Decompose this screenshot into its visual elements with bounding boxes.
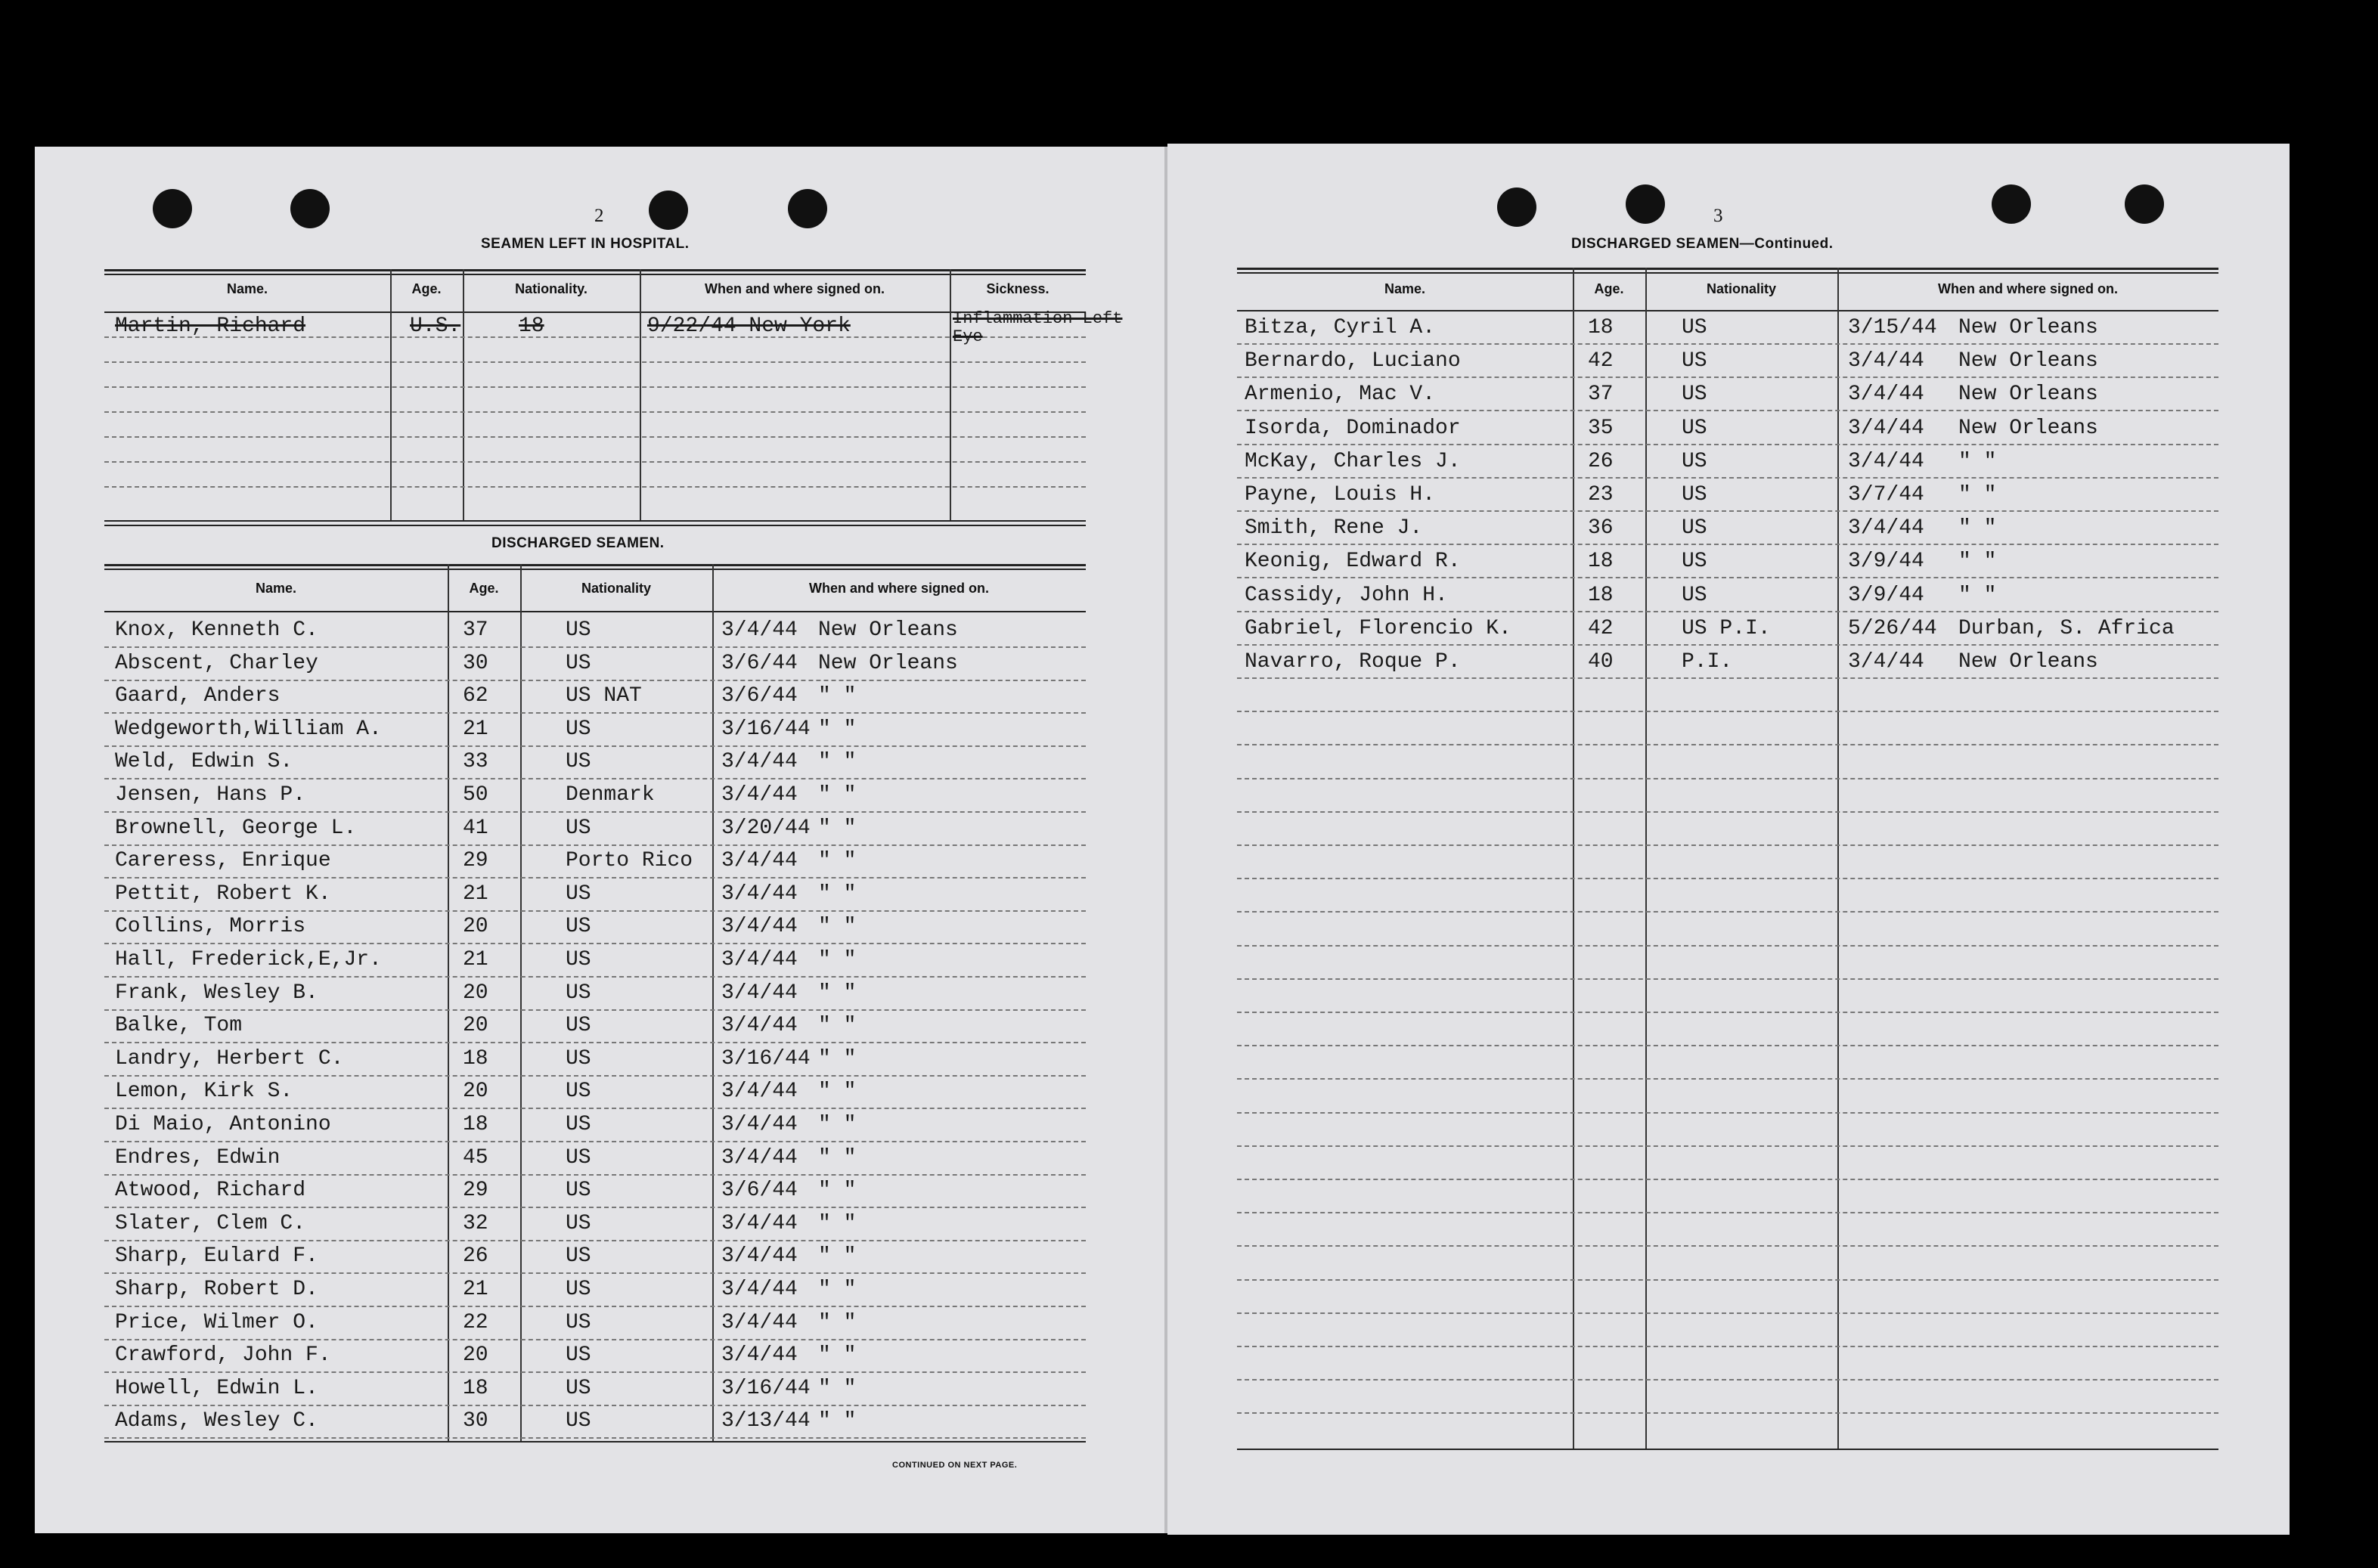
- discharged-place: " ": [818, 717, 857, 741]
- ruled-line: [1237, 711, 2218, 712]
- discharged-nationality: US: [1682, 483, 1707, 507]
- discharged-place: " ": [818, 1145, 857, 1170]
- ruled-line: [1237, 1179, 2218, 1180]
- discharged-date: 3/4/44: [721, 750, 798, 774]
- discharged-place: " ": [818, 1113, 857, 1136]
- discharged-name: Gabriel, Florencio K.: [1245, 616, 1511, 640]
- discharged-nationality: US: [566, 1310, 591, 1334]
- discharged-date: 3/4/44: [721, 882, 798, 906]
- ruled-line: [1237, 1379, 2218, 1381]
- ruled-line: [1237, 1212, 2218, 1213]
- discharged-age: 33: [463, 750, 488, 774]
- discharged-age: 29: [463, 1179, 488, 1203]
- discharged-nationality: Denmark: [566, 783, 655, 807]
- continued-note: CONTINUED ON NEXT PAGE.: [892, 1461, 1018, 1470]
- table-rule: [104, 1441, 1086, 1442]
- discharged-name: Atwood, Richard: [115, 1179, 306, 1203]
- discharged-age: 21: [463, 717, 488, 741]
- discharged-name: Crawford, John F.: [115, 1343, 331, 1368]
- discharged-age: 41: [463, 816, 488, 840]
- discharged-nationality: US: [566, 1409, 591, 1433]
- discharged-date: 3/4/44: [721, 1211, 798, 1235]
- column-header: Sickness.: [986, 281, 1049, 296]
- page-number: 3: [1713, 206, 1723, 226]
- discharged-nationality: US: [566, 948, 591, 971]
- discharged-place: " ": [818, 1310, 857, 1334]
- discharged-name: Keonig, Edward R.: [1245, 550, 1461, 574]
- binder-hole: [649, 191, 688, 230]
- ruled-line: [1237, 911, 2218, 913]
- discharged-place: " ": [1958, 449, 1997, 473]
- discharged-name: Jensen, Hans P.: [115, 783, 306, 807]
- discharged-place: New Orleans: [1958, 416, 2098, 440]
- ruled-line: [1237, 1012, 2218, 1013]
- discharged-nationality: US: [566, 1046, 591, 1071]
- discharged-nationality: US: [1682, 583, 1707, 607]
- discharged-name: Adams, Wesley C.: [115, 1409, 318, 1433]
- discharged-place: " ": [818, 816, 857, 840]
- ruled-line: [1237, 644, 2218, 646]
- discharged-date: 3/6/44: [721, 684, 798, 708]
- discharged-age: 37: [463, 618, 488, 642]
- ruled-line: [104, 1207, 1086, 1208]
- discharged-age: 40: [1588, 650, 1614, 674]
- ruled-line: [1237, 544, 2218, 545]
- ruled-line: [104, 436, 1086, 438]
- ruled-line: [1237, 945, 2218, 947]
- discharged-age: 21: [463, 882, 488, 906]
- discharged-name: Hall, Frederick,E,Jr.: [115, 948, 382, 971]
- ruled-line: [104, 1306, 1086, 1307]
- discharged-name: McKay, Charles J.: [1245, 449, 1461, 473]
- hospital-nationality: 18: [519, 315, 544, 338]
- discharged-age: 23: [1588, 483, 1614, 507]
- column-header: Name.: [226, 281, 268, 296]
- discharged-age: 18: [463, 1376, 488, 1400]
- hospital-sickness: Inflammation Left Eye: [953, 309, 1123, 346]
- discharged-nationality: US: [566, 1211, 591, 1235]
- column-header: Nationality: [1706, 281, 1776, 296]
- table-rule: [1237, 272, 2218, 274]
- discharged-date: 3/13/44: [721, 1409, 811, 1433]
- ruled-line: [1237, 1145, 2218, 1147]
- discharged-date: 3/4/44: [721, 1113, 798, 1136]
- ruled-line: [1237, 410, 2218, 411]
- column-header: Age.: [1594, 281, 1624, 296]
- table-rule: [1237, 268, 2218, 270]
- table-rule: [104, 311, 1086, 313]
- ruled-line: [1237, 510, 2218, 512]
- binder-hole: [290, 189, 330, 228]
- ruled-line: [104, 386, 1086, 388]
- ruled-line: [1237, 1279, 2218, 1281]
- discharged-nationality: US: [566, 651, 591, 675]
- discharged-place: " ": [818, 1343, 857, 1368]
- hospital-age: U.S.: [410, 315, 461, 338]
- binder-hole: [153, 189, 192, 228]
- table-rule: [104, 520, 1086, 522]
- discharged-date: 3/20/44: [721, 816, 811, 840]
- discharged-place: " ": [818, 882, 857, 906]
- ruled-line: [104, 1240, 1086, 1241]
- discharged-name: Bitza, Cyril A.: [1245, 316, 1436, 339]
- table-rule: [1237, 1449, 2218, 1450]
- discharged-date: 3/4/44: [721, 1014, 798, 1038]
- column-divider: [448, 564, 449, 1441]
- ruled-line: [104, 1339, 1086, 1340]
- discharged-nationality: US: [566, 1278, 591, 1301]
- discharged-age: 32: [463, 1211, 488, 1235]
- binder-hole: [1626, 184, 1665, 224]
- discharged-age: 62: [463, 684, 488, 708]
- discharged-nationality: US: [566, 717, 591, 741]
- discharged-place: " ": [818, 1080, 857, 1104]
- discharged-nationality: US: [566, 1376, 591, 1400]
- discharged-date: 3/9/44: [1848, 550, 1924, 574]
- binder-hole: [1497, 187, 1536, 227]
- discharged-nationality: US: [566, 981, 591, 1005]
- column-divider: [712, 564, 714, 1441]
- discharged-date: 3/4/44: [1848, 650, 1924, 674]
- discharged-name: Payne, Louis H.: [1245, 483, 1436, 507]
- column-header: Name.: [255, 581, 297, 596]
- ruled-line: [1237, 477, 2218, 479]
- discharged-name: Wedgeworth,William A.: [115, 717, 382, 741]
- column-header: When and where signed on.: [808, 581, 990, 596]
- column-divider: [390, 269, 392, 520]
- column-header: Age.: [411, 281, 442, 296]
- ruled-line: [1237, 611, 2218, 612]
- discharged-place: " ": [818, 783, 857, 807]
- discharged-age: 18: [463, 1046, 488, 1071]
- discharged-age: 29: [463, 849, 488, 873]
- discharged-date: 3/6/44: [721, 651, 798, 675]
- discharged-nationality: US: [1682, 383, 1707, 407]
- ruled-line: [104, 1272, 1086, 1274]
- ruled-line: [1237, 1346, 2218, 1347]
- discharged-age: 21: [463, 948, 488, 971]
- discharged-continued-title: DISCHARGED SEAMEN—Continued.: [1571, 236, 1834, 252]
- discharged-nationality: US: [566, 915, 591, 939]
- discharged-nationality: US: [1682, 316, 1707, 339]
- discharged-age: 37: [1588, 383, 1614, 407]
- column-header: Nationality: [581, 581, 651, 596]
- discharged-date: 3/4/44: [721, 1080, 798, 1104]
- discharged-place: " ": [818, 1278, 857, 1301]
- discharged-date: 3/9/44: [1848, 583, 1924, 607]
- discharged-nationality: P.I.: [1682, 650, 1733, 674]
- discharged-place: " ": [818, 948, 857, 971]
- discharged-date: 3/4/44: [721, 915, 798, 939]
- discharged-nationality: US: [566, 1343, 591, 1368]
- discharged-date: 3/4/44: [721, 1145, 798, 1170]
- discharged-nationality: Porto Rico: [566, 849, 693, 873]
- discharged-age: 36: [1588, 516, 1614, 541]
- column-header: Age.: [469, 581, 499, 596]
- discharged-age: 26: [1588, 449, 1614, 473]
- ruled-line: [104, 943, 1086, 944]
- discharged-date: 3/4/44: [1848, 416, 1924, 440]
- column-header: Nationality.: [515, 281, 588, 296]
- ruled-line: [104, 1371, 1086, 1373]
- hospital-section-title: SEAMEN LEFT IN HOSPITAL.: [481, 236, 690, 252]
- ruled-line: [1237, 744, 2218, 745]
- discharged-age: 18: [1588, 550, 1614, 574]
- discharged-date: 3/16/44: [721, 1376, 811, 1400]
- ruled-line: [1237, 811, 2218, 813]
- column-header: When and where signed on.: [704, 281, 885, 296]
- ruled-line: [104, 712, 1086, 714]
- ruled-line: [1237, 1312, 2218, 1314]
- ruled-line: [104, 680, 1086, 681]
- ruled-line: [104, 910, 1086, 912]
- discharged-name: Gaard, Anders: [115, 684, 281, 708]
- discharged-age: 30: [463, 651, 488, 675]
- ruled-line: [104, 976, 1086, 978]
- discharged-age: 18: [1588, 316, 1614, 339]
- discharged-place: New Orleans: [818, 651, 958, 675]
- discharged-nationality: US: [1682, 550, 1707, 574]
- table-rule: [104, 274, 1086, 275]
- left-page: [35, 147, 1167, 1533]
- hospital-name: Martin, Richard: [115, 315, 306, 338]
- ruled-line: [104, 811, 1086, 813]
- discharged-place: " ": [818, 750, 857, 774]
- discharged-place: " ": [1958, 583, 1997, 607]
- table-rule: [104, 525, 1086, 526]
- discharged-name: Cassidy, John H.: [1245, 583, 1448, 607]
- discharged-name: Bernardo, Luciano: [1245, 349, 1461, 373]
- discharged-date: 3/4/44: [721, 783, 798, 807]
- binder-hole: [2125, 184, 2164, 224]
- discharged-age: 20: [463, 1080, 488, 1104]
- discharged-date: 5/26/44: [1848, 616, 1937, 640]
- discharged-date: 3/4/44: [721, 981, 798, 1005]
- discharged-nationality: US P.I.: [1682, 616, 1771, 640]
- ruled-line: [104, 1405, 1086, 1406]
- page-number: 2: [594, 206, 604, 226]
- discharged-name: Abscent, Charley: [115, 651, 318, 675]
- ruled-line: [1237, 1045, 2218, 1046]
- ruled-line: [1237, 1412, 2218, 1414]
- discharged-nationality: US: [566, 750, 591, 774]
- discharged-date: 3/4/44: [721, 1310, 798, 1334]
- column-header: Name.: [1384, 281, 1426, 296]
- discharged-date: 3/4/44: [1848, 516, 1924, 541]
- discharged-nationality: US: [566, 1014, 591, 1038]
- discharged-name: Howell, Edwin L.: [115, 1376, 318, 1400]
- discharged-date: 3/16/44: [721, 1046, 811, 1071]
- discharged-nationality: US: [566, 1179, 591, 1203]
- discharged-date: 3/4/44: [721, 618, 798, 642]
- ruled-line: [104, 361, 1086, 363]
- discharged-date: 3/4/44: [1848, 349, 1924, 373]
- discharged-place: " ": [818, 1046, 857, 1071]
- ruled-line: [104, 646, 1086, 648]
- binder-hole: [1992, 184, 2031, 224]
- discharged-place: New Orleans: [818, 618, 958, 642]
- ruled-line: [1237, 878, 2218, 879]
- ruled-line: [104, 1141, 1086, 1142]
- discharged-nationality: US: [1682, 516, 1707, 541]
- discharged-nationality: US NAT: [566, 684, 642, 708]
- ruled-line: [1237, 577, 2218, 578]
- discharged-place: Durban, S. Africa: [1958, 616, 2175, 640]
- ruled-line: [104, 1437, 1086, 1439]
- column-divider: [463, 269, 464, 520]
- ruled-line: [104, 1042, 1086, 1043]
- discharged-nationality: US: [1682, 416, 1707, 440]
- discharged-name: Isorda, Dominador: [1245, 416, 1461, 440]
- table-rule: [104, 564, 1086, 566]
- ruled-line: [104, 778, 1086, 779]
- discharged-name: Brownell, George L.: [115, 816, 357, 840]
- discharged-name: Price, Wilmer O.: [115, 1310, 318, 1334]
- discharged-name: Navarro, Roque P.: [1245, 650, 1461, 674]
- discharged-nationality: US: [566, 1244, 591, 1269]
- table-rule: [1237, 310, 2218, 311]
- ruled-line: [1237, 343, 2218, 345]
- discharged-name: Di Maio, Antonino: [115, 1113, 331, 1136]
- discharged-age: 45: [463, 1145, 488, 1170]
- hospital-signed-on: 9/22/44 New York: [647, 315, 851, 338]
- ruled-line: [104, 844, 1086, 846]
- discharged-age: 20: [463, 1343, 488, 1368]
- discharged-name: Collins, Morris: [115, 915, 306, 939]
- discharged-place: " ": [818, 1211, 857, 1235]
- ruled-line: [104, 877, 1086, 879]
- ruled-line: [1237, 978, 2218, 980]
- discharged-age: 35: [1588, 416, 1614, 440]
- discharged-age: 42: [1588, 616, 1614, 640]
- discharged-age: 22: [463, 1310, 488, 1334]
- discharged-nationality: US: [1682, 449, 1707, 473]
- discharged-date: 3/16/44: [721, 717, 811, 741]
- discharged-name: Landry, Herbert C.: [115, 1046, 344, 1071]
- discharged-name: Pettit, Robert K.: [115, 882, 331, 906]
- ruled-line: [104, 1075, 1086, 1077]
- discharged-nationality: US: [566, 1113, 591, 1136]
- discharged-age: 20: [463, 915, 488, 939]
- column-divider: [640, 269, 641, 520]
- discharged-date: 3/4/44: [1848, 449, 1924, 473]
- discharged-name: Knox, Kenneth C.: [115, 618, 318, 642]
- column-divider: [520, 564, 522, 1441]
- table-rule: [104, 611, 1086, 612]
- discharged-nationality: US: [566, 1080, 591, 1104]
- ruled-line: [104, 1174, 1086, 1176]
- ruled-line: [1237, 377, 2218, 378]
- discharged-age: 18: [1588, 583, 1614, 607]
- ruled-line: [1237, 1245, 2218, 1247]
- discharged-name: Sharp, Eulard F.: [115, 1244, 318, 1269]
- discharged-name: Balke, Tom: [115, 1014, 243, 1038]
- discharged-date: 3/4/44: [721, 948, 798, 971]
- ruled-line: [104, 1009, 1086, 1011]
- discharged-age: 18: [463, 1113, 488, 1136]
- table-rule: [104, 269, 1086, 271]
- discharged-name: Sharp, Robert D.: [115, 1278, 318, 1301]
- discharged-date: 3/4/44: [721, 1278, 798, 1301]
- ruled-line: [1237, 677, 2218, 679]
- discharged-age: 21: [463, 1278, 488, 1301]
- discharged-name: Armenio, Mac V.: [1245, 383, 1436, 407]
- ruled-line: [1237, 1078, 2218, 1080]
- discharged-date: 3/4/44: [1848, 383, 1924, 407]
- discharged-place: New Orleans: [1958, 349, 2098, 373]
- discharged-place: New Orleans: [1958, 383, 2098, 407]
- discharged-nationality: US: [566, 618, 591, 642]
- ruled-line: [104, 486, 1086, 488]
- discharged-name: Smith, Rene J.: [1245, 516, 1423, 541]
- discharged-place: " ": [818, 1244, 857, 1269]
- discharged-nationality: US: [566, 1145, 591, 1170]
- ruled-line: [104, 745, 1086, 747]
- discharged-age: 20: [463, 1014, 488, 1038]
- discharged-place: " ": [818, 1409, 857, 1433]
- ruled-line: [104, 461, 1086, 463]
- ruled-line: [104, 1108, 1086, 1109]
- discharged-place: " ": [818, 1376, 857, 1400]
- discharged-age: 20: [463, 981, 488, 1005]
- discharged-place: " ": [818, 849, 857, 873]
- discharged-date: 3/4/44: [721, 849, 798, 873]
- table-rule: [104, 569, 1086, 570]
- discharged-nationality: US: [1682, 349, 1707, 373]
- discharged-age: 26: [463, 1244, 488, 1269]
- discharged-nationality: US: [566, 882, 591, 906]
- discharged-date: 3/6/44: [721, 1179, 798, 1203]
- right-page: [1167, 144, 2290, 1535]
- discharged-nationality: US: [566, 816, 591, 840]
- discharged-date: 3/4/44: [721, 1343, 798, 1368]
- discharged-date: 3/15/44: [1848, 316, 1937, 339]
- discharged-place: " ": [1958, 516, 1997, 541]
- discharged-place: " ": [818, 1179, 857, 1203]
- discharged-name: Slater, Clem C.: [115, 1211, 306, 1235]
- discharged-place: New Orleans: [1958, 650, 2098, 674]
- discharged-date: 3/4/44: [721, 1244, 798, 1269]
- discharged-place: New Orleans: [1958, 316, 2098, 339]
- discharged-name: Lemon, Kirk S.: [115, 1080, 293, 1104]
- discharged-name: Frank, Wesley B.: [115, 981, 318, 1005]
- discharged-date: 3/7/44: [1848, 483, 1924, 507]
- discharged-age: 30: [463, 1409, 488, 1433]
- discharged-section-title: DISCHARGED SEAMEN.: [491, 535, 665, 551]
- ruled-line: [104, 411, 1086, 413]
- ruled-line: [1237, 778, 2218, 779]
- discharged-name: Endres, Edwin: [115, 1145, 281, 1170]
- discharged-place: " ": [818, 684, 857, 708]
- discharged-name: Weld, Edwin S.: [115, 750, 293, 774]
- discharged-name: Careress, Enrique: [115, 849, 331, 873]
- discharged-place: " ": [818, 981, 857, 1005]
- ruled-line: [1237, 444, 2218, 445]
- discharged-age: 42: [1588, 349, 1614, 373]
- ruled-line: [1237, 844, 2218, 846]
- discharged-place: " ": [818, 1014, 857, 1038]
- discharged-age: 50: [463, 783, 488, 807]
- discharged-place: " ": [1958, 483, 1997, 507]
- discharged-place: " ": [1958, 550, 1997, 574]
- ruled-line: [1237, 1112, 2218, 1114]
- discharged-place: " ": [818, 915, 857, 939]
- column-header: When and where signed on.: [1937, 281, 2119, 296]
- binder-hole: [788, 189, 827, 228]
- column-divider: [950, 269, 951, 520]
